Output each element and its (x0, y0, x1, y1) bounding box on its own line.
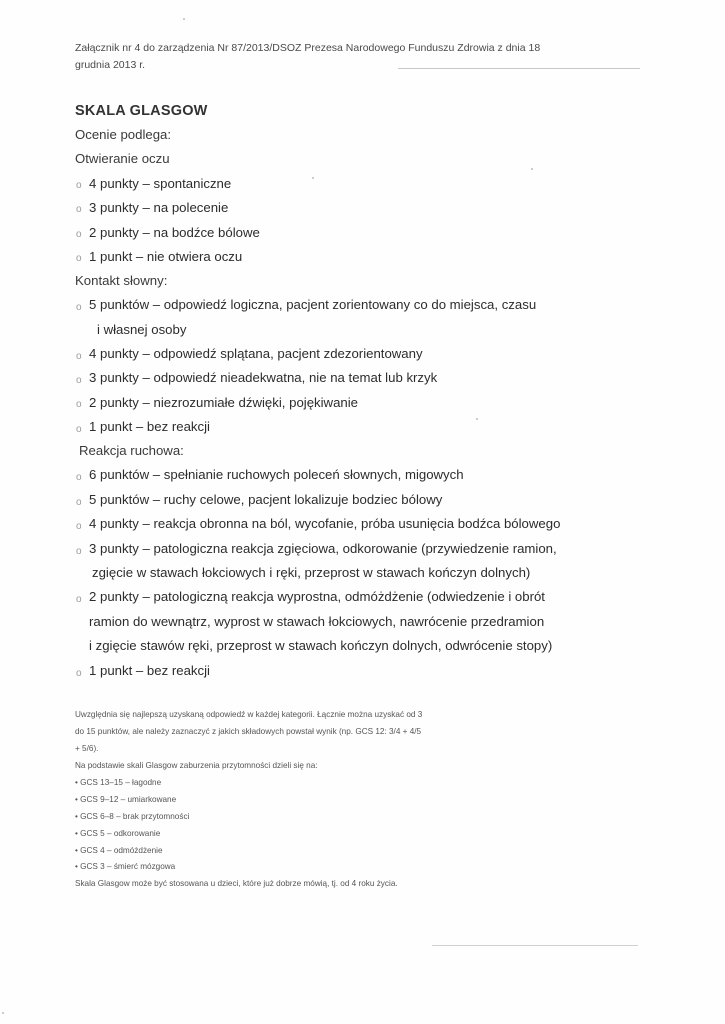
note-line: Skala Glasgow może być stosowana u dzieci, które już dobrze mówią, tj. od 4 roku życia. (75, 879, 398, 888)
list-item: 3 punkty – odpowiedź nieadekwatna, nie na temat lub krzyk (89, 370, 438, 385)
page-title: SKALA GLASGOW (75, 103, 208, 119)
bullet-icon: o (76, 375, 82, 386)
list-item: 1 punkt – bez reakcji (89, 419, 210, 434)
bullet-icon: o (76, 204, 82, 215)
list-item-continuation: zgięcie w stawach łokciowych i ręki, przeprost w stawach kończyn dolnych) (92, 565, 531, 580)
scan-speck (2, 1012, 4, 1014)
bullet-icon: o (76, 180, 82, 191)
list-item: 5 punktów – ruchy celowe, pacjent lokalizuje bodziec bólowy (89, 492, 443, 507)
list-item: 2 punkty – patologiczną reakcja wyprostna, odmóżdżenie (odwiedzenie i obrót (89, 589, 545, 604)
note-line: • GCS 13–15 – łagodne (75, 778, 162, 787)
scan-speck (476, 418, 478, 420)
note-line: • GCS 5 – odkorowanie (75, 829, 161, 838)
list-item-continuation: ramion do wewnątrz, wyprost w stawach łokciowych, nawrócenie przedramion (89, 614, 545, 629)
section-heading-verbal: Kontakt słowny: (75, 273, 168, 288)
section-heading-eyes: Otwieranie oczu (75, 151, 170, 166)
bullet-icon: o (76, 399, 82, 410)
bullet-icon: o (76, 668, 82, 679)
footer-divider (432, 945, 638, 946)
list-item: 4 punkty – odpowiedź splątana, pacjent zdezorientowany (89, 346, 423, 361)
bullet-icon: o (76, 497, 82, 508)
note-line: • GCS 3 – śmierć mózgowa (75, 862, 176, 871)
list-item: 4 punkty – reakcja obronna na ból, wycofanie, próba usunięcia bodźca bólowego (89, 516, 561, 531)
note-line: • GCS 4 – odmóżdżenie (75, 846, 163, 855)
section-heading-motor: Reakcja ruchowa: (79, 443, 184, 458)
list-item-continuation: i własnej osoby (97, 322, 187, 337)
header-line-1: Załącznik nr 4 do zarządzenia Nr 87/2013/DSOZ Prezesa Narodowego Funduszu Zdrowia z dnia 18 (75, 42, 541, 54)
bullet-icon: o (76, 302, 82, 313)
bullet-icon: o (76, 546, 82, 557)
header-line-2: grudnia 2013 r. (75, 59, 146, 71)
note-line: do 15 punktów, ale należy zaznaczyć z jakich składowych powstał wynik (np. GCS 12: 3/4 + 4/5 (75, 727, 422, 736)
bullet-icon: o (76, 229, 82, 240)
list-item: 5 punktów – odpowiedź logiczna, pacjent zorientowany co do miejsca, czasu (89, 297, 537, 312)
bullet-icon: o (76, 594, 82, 605)
list-item-continuation: i zgięcie stawów ręki, przeprost w stawach kończyn dolnych, odwrócenie stopy) (89, 638, 553, 653)
bullet-icon: o (76, 424, 82, 435)
header-divider (398, 68, 640, 69)
scan-speck (531, 168, 533, 170)
bullet-icon: o (76, 253, 82, 264)
list-item: 3 punkty – na polecenie (89, 200, 229, 215)
note-line: Uwzględnia się najlepszą uzyskaną odpowiedź w każdej kategorii. Łącznie można uzyskać od 3 (75, 710, 423, 719)
list-item: 4 punkty – spontaniczne (89, 176, 232, 191)
list-item: 2 punkty – niezrozumiałe dźwięki, pojękiwanie (89, 395, 359, 410)
bullet-icon: o (76, 351, 82, 362)
list-item: 1 punkt – bez reakcji (89, 663, 210, 678)
intro-text: Ocenie podlega: (75, 127, 172, 142)
bullet-icon: o (76, 521, 82, 532)
note-line: + 5/6). (75, 744, 99, 753)
bullet-icon: o (76, 472, 82, 483)
note-line: Na podstawie skali Glasgow zaburzenia przytomności dzieli się na: (75, 761, 318, 770)
list-item: 3 punkty – patologiczna reakcja zgięciowa, odkorowanie (przywiedzenie ramion, (89, 541, 557, 556)
note-line: • GCS 6–8 – brak przytomności (75, 812, 190, 821)
list-item: 1 punkt – nie otwiera oczu (89, 249, 243, 264)
scan-speck (312, 177, 314, 179)
scan-speck (183, 18, 185, 20)
note-line: • GCS 9–12 – umiarkowane (75, 795, 177, 804)
list-item: 6 punktów – spełnianie ruchowych poleceń słownych, migowych (89, 467, 464, 482)
list-item: 2 punkty – na bodźce bólowe (89, 225, 260, 240)
